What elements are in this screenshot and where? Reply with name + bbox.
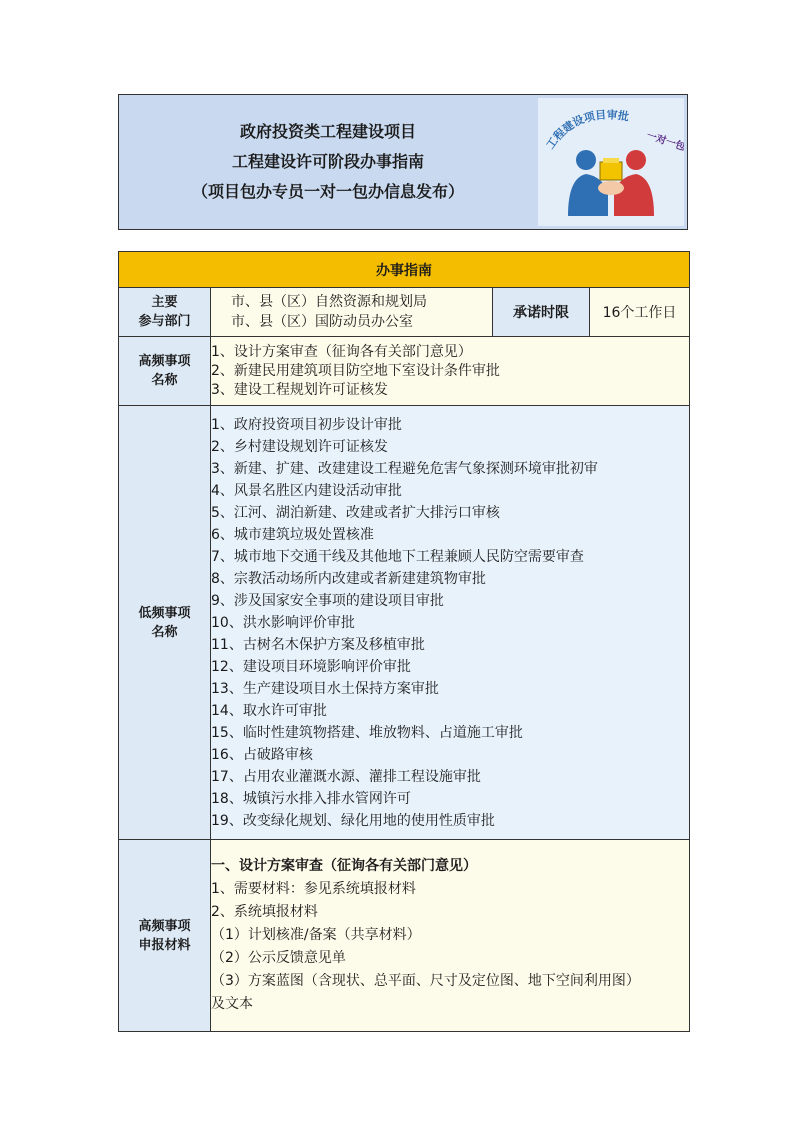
list-item: 8、宗教活动场所内改建或者新建建筑物审批: [211, 570, 486, 587]
list-item: 6、城市建筑垃圾处置核准: [211, 526, 374, 543]
title-line-2: 工程建设许可阶段办事指南: [231, 152, 424, 171]
list-item: 4、风景名胜区内建设活动审批: [211, 482, 402, 499]
list-item: 2、乡村建设规划许可证核发: [211, 438, 388, 455]
list-item: （1）计划核准/备案（共享材料）: [211, 927, 421, 943]
deadline-value: 16个工作日: [590, 288, 690, 337]
list-item: 3、建设工程规划许可证核发: [211, 381, 388, 398]
list-item: 2、新建民用建筑项目防空地下室设计条件审批: [211, 362, 500, 379]
list-item: 16、占破路审核: [211, 746, 313, 763]
dept-item: 市、县（区）自然资源和规划局: [231, 294, 427, 310]
list-item: 10、洪水影响评价审批: [211, 614, 355, 631]
deadline-label: 承诺时限: [493, 288, 590, 337]
high-freq-list: [211, 337, 690, 406]
list-item: 2、系统填报材料: [211, 904, 318, 920]
logo-panel: [538, 98, 684, 226]
materials-heading: 一、设计方案审查（征询各有关部门意见）: [211, 858, 477, 874]
dept-list: [211, 288, 493, 337]
dept-item: 市、县（区）国防动员办公室: [231, 314, 413, 330]
handshake-logo-icon: [538, 98, 684, 226]
guide-table: [118, 251, 690, 1032]
list-item: 13、生产建设项目水土保持方案审批: [211, 680, 439, 697]
list-item: 18、城镇污水排入排水管网许可: [211, 790, 411, 807]
title-line-3: （项目包办专员一对一包办信息发布）: [191, 182, 464, 201]
materials-label: 高频事项 申报材料: [119, 840, 211, 1032]
list-item: 15、临时性建筑物搭建、堆放物料、占道施工审批: [211, 724, 523, 741]
list-item: 3、新建、扩建、改建建设工程避免危害气象探测环境审批初审: [211, 460, 598, 477]
list-item: 7、城市地下交通干线及其他地下工程兼顾人民防空需要审查: [211, 548, 584, 565]
materials-list: [211, 840, 690, 1032]
list-item: （2）公示反馈意见单: [211, 950, 346, 966]
title-line-1: 政府投资类工程建设项目: [239, 122, 416, 141]
list-item: 1、需要材料：参见系统填报材料: [211, 881, 416, 897]
document-title: [119, 117, 537, 207]
list-item: 17、占用农业灌溉水源、灌排工程设施审批: [211, 768, 481, 785]
list-item: 1、设计方案审查（征询各有关部门意见）: [211, 343, 472, 360]
list-item: （3）方案蓝图（含现状、总平面、尺寸及定位图、地下空间利用图）: [211, 973, 640, 989]
list-item: 1、政府投资项目初步设计审批: [211, 416, 402, 433]
high-freq-label: 高频事项 名称: [119, 337, 211, 406]
list-item: 14、取水许可审批: [211, 702, 327, 719]
list-item: 12、建设项目环境影响评价审批: [211, 658, 411, 675]
low-freq-label: 低频事项 名称: [119, 406, 211, 840]
logo-arc-text: 工程建设项目审批: [543, 108, 630, 152]
low-freq-list: [211, 406, 690, 840]
list-item: 19、改变绿化规划、绿化用地的使用性质审批: [211, 812, 495, 829]
list-item: 9、涉及国家安全事项的建设项目审批: [211, 592, 444, 609]
list-item: 11、古树名木保护方案及移植审批: [211, 636, 425, 653]
dept-label: 主要 参与部门: [119, 288, 211, 337]
logo-side-text: 一对一包办: [645, 130, 684, 157]
list-item: 5、江河、湖泊新建、改建或者扩大排污口审核: [211, 504, 500, 521]
header-banner: [118, 94, 688, 230]
table-caption: 办事指南: [119, 252, 690, 288]
list-item: 及文本: [211, 996, 253, 1012]
